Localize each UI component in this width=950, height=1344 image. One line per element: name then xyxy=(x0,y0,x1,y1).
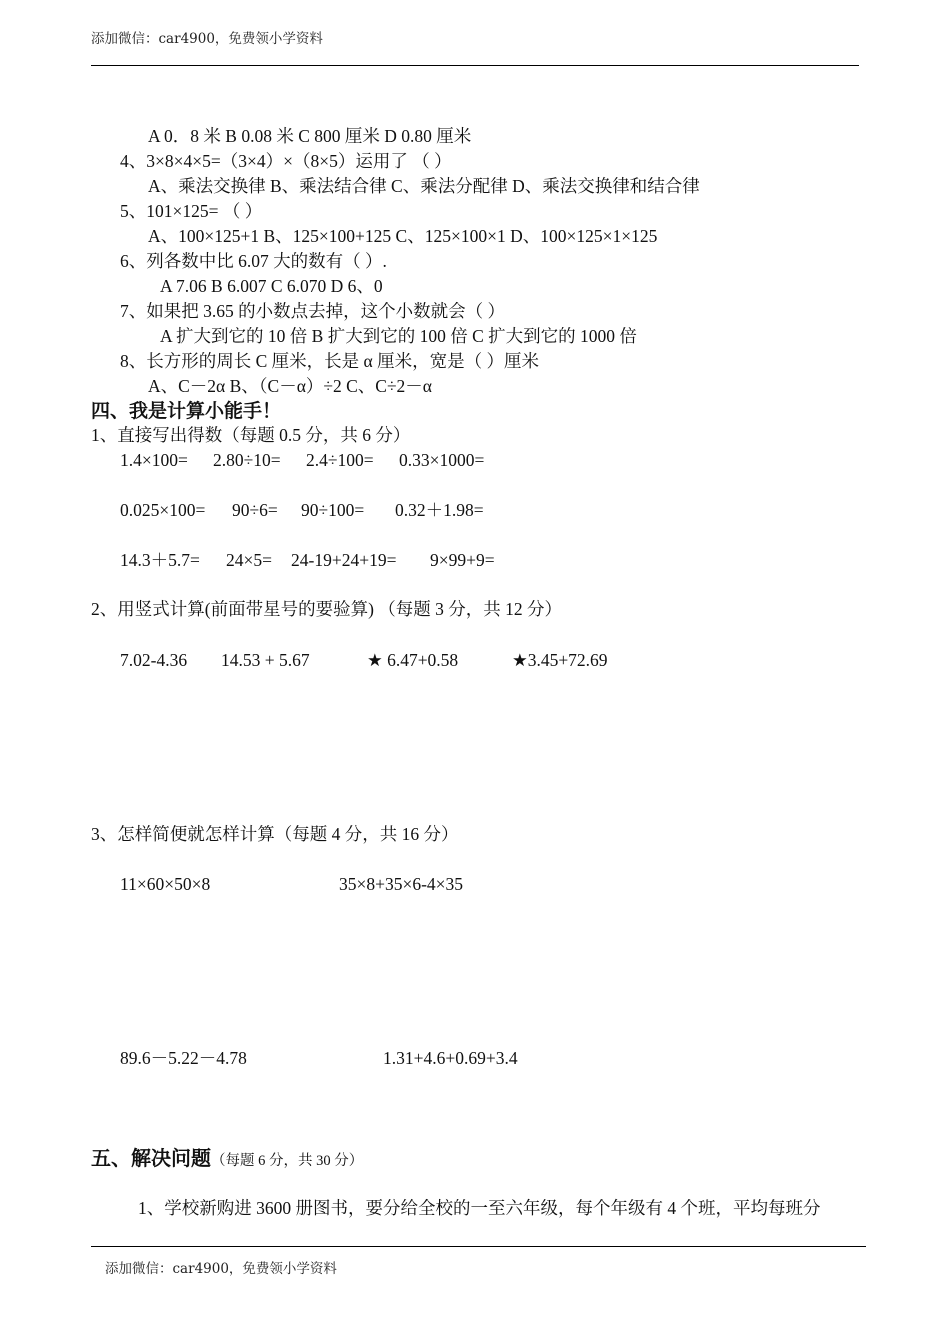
calc-item: 0.33×1000= xyxy=(399,450,485,470)
q3-title: 3、怎样简便就怎样计算（每题 4 分，共 16 分） xyxy=(91,824,459,844)
calc-item: 14.3＋5.7= xyxy=(120,550,200,570)
simplify-item: 1.31+4.6+0.69+3.4 xyxy=(383,1048,518,1068)
question-8: 8、长方形的周长 C 厘米，长是 α 厘米，宽是（ ）厘米 xyxy=(120,351,539,371)
footer-note: 添加微信：car4900，免费领小学资料 xyxy=(105,1261,337,1277)
choice-line: A、乘法交换律 B、乘法结合律 C、乘法分配律 D、乘法交换律和结合律 xyxy=(148,176,700,196)
vertical-calc-item: 7.02-4.36 xyxy=(120,650,188,670)
section-5-title: 五、解决问题 xyxy=(91,1146,211,1170)
choice-line: A 0．8 米 B 0.08 米 C 800 厘米 D 0.80 厘米 xyxy=(148,126,472,146)
question-6: 6、列各数中比 6.07 大的数有（ ）. xyxy=(120,251,387,271)
simplify-item: 35×8+35×6-4×35 xyxy=(339,874,464,894)
simplify-item: 89.6－5.22－4.78 xyxy=(120,1048,247,1068)
problem-1: 1、学校新购进 3600 册图书，要分给全校的一至六年级，每个年级有 4 个班，平均每班分 xyxy=(138,1198,821,1218)
header-note: 添加微信：car4900，免费领小学资料 xyxy=(91,31,323,47)
calc-item: 24×5= xyxy=(226,550,272,570)
footer-rule xyxy=(91,1246,866,1247)
section-5-heading xyxy=(91,1145,363,1174)
calc-item: 0.32＋1.98= xyxy=(395,500,484,520)
calc-item: 90÷6= xyxy=(232,500,278,520)
section-5-note: （每题 6 分，共 30 分） xyxy=(211,1153,364,1169)
section-4-title: 四、我是计算小能手！ xyxy=(91,400,282,422)
simplify-item: 11×60×50×8 xyxy=(120,874,211,894)
choice-line: A 7.06 B 6.007 C 6.070 D 6、0 xyxy=(160,276,383,296)
calc-item: 2.80÷10= xyxy=(213,450,281,470)
q2-title: 2、用竖式计算(前面带星号的要验算) （每题 3 分，共 12 分） xyxy=(91,599,563,619)
vertical-calc-item: ★3.45+72.69 xyxy=(512,650,608,670)
choice-line: A、100×125+1 B、125×100+125 C、125×100×1 D、100×125×1×125 xyxy=(148,226,658,246)
vertical-calc-item: ★ 6.47+0.58 xyxy=(367,650,459,670)
calc-item: 1.4×100= xyxy=(120,450,188,470)
calc-item: 24-19+24+19= xyxy=(291,550,397,570)
calc-item: 90÷100= xyxy=(301,500,365,520)
question-4: 4、3×8×4×5=（3×4）×（8×5）运用了 （ ） xyxy=(120,151,452,171)
calc-item: 0.025×100= xyxy=(120,500,206,520)
choice-line: A 扩大到它的 10 倍 B 扩大到它的 100 倍 C 扩大到它的 1000 倍 xyxy=(160,326,637,346)
vertical-calc-item: 14.53 + 5.67 xyxy=(221,650,310,670)
choice-line: A、C－2α B、（C－α）÷2 C、C÷2－α xyxy=(148,376,432,396)
question-7: 7、如果把 3.65 的小数点去掉，这个小数就会（ ） xyxy=(120,301,505,321)
header-rule xyxy=(91,65,859,66)
calc-item: 9×99+9= xyxy=(430,550,495,570)
question-5: 5、101×125= （ ） xyxy=(120,201,263,221)
q1-title: 1、直接写出得数（每题 0.5 分，共 6 分） xyxy=(91,425,411,445)
calc-item: 2.4÷100= xyxy=(306,450,374,470)
